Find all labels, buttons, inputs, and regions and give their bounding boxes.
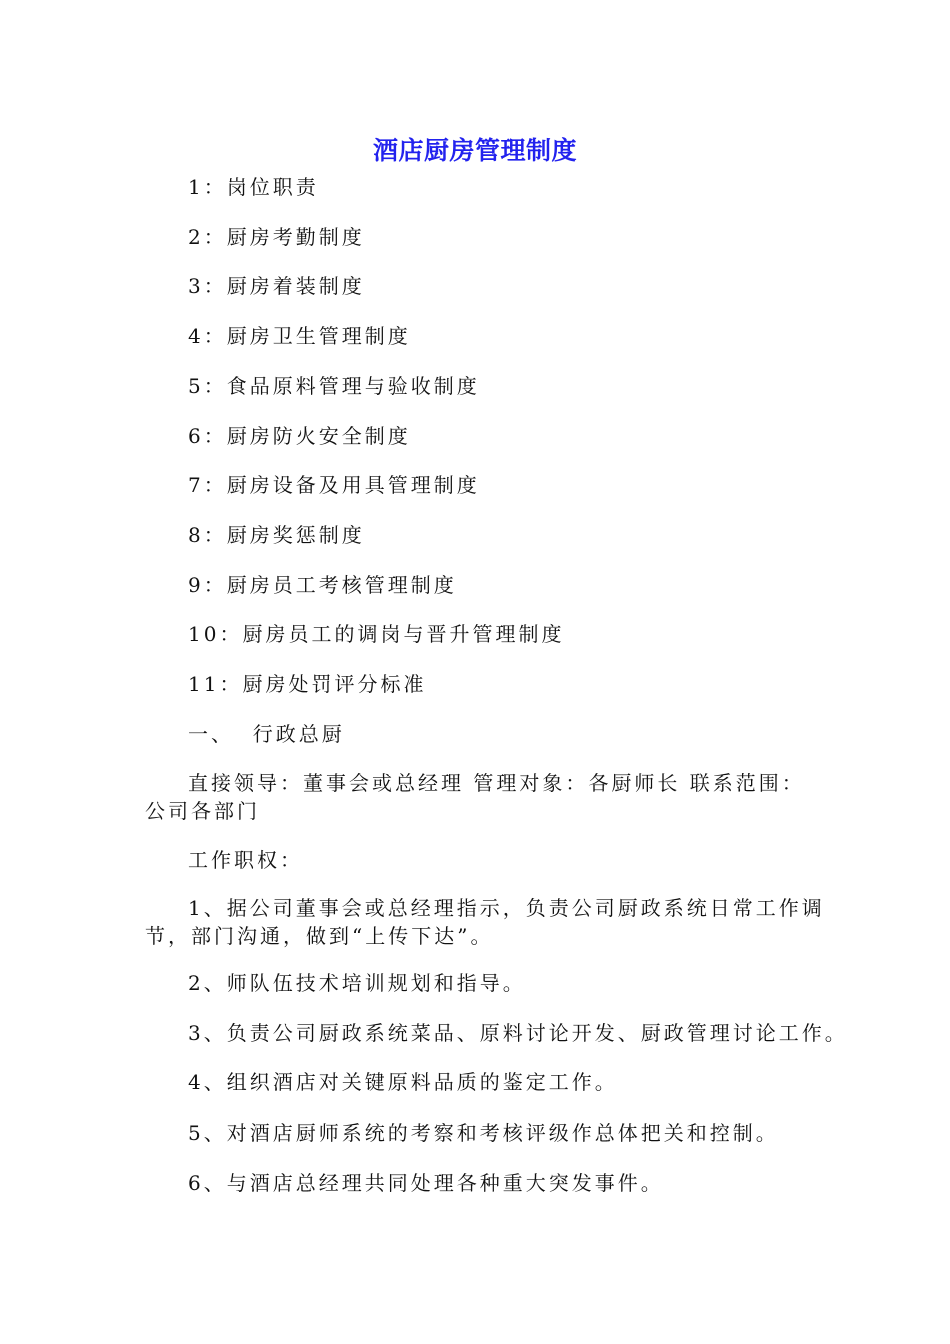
toc-item: 8：厨房奖惩制度: [188, 523, 365, 547]
duty-text: 1、据公司董事会或总经理指示，负责公司厨政系统日常工作调节，部门沟通，做到“上传下达”。: [145, 896, 825, 948]
toc-item: 2：厨房考勤制度: [188, 225, 365, 249]
duties-heading: 工作职权：: [188, 848, 303, 872]
toc-item: 5：食品原料管理与验收制度: [188, 374, 480, 398]
toc-item: 9：厨房员工考核管理制度: [188, 573, 457, 597]
toc-item: 4：厨房卫生管理制度: [188, 324, 411, 348]
duty-item: 3、负责公司厨政系统菜品、原料讨论开发、厨政管理讨论工作。: [188, 1021, 848, 1045]
leadership-text: 直接领导：董事会或总经理 管理对象：各厨师长 联系范围：公司各部门: [145, 771, 805, 823]
toc-item: 6：厨房防火安全制度: [188, 424, 411, 448]
duty-item: 5、对酒店厨师系统的考察和考核评级作总体把关和控制。: [188, 1121, 779, 1145]
duty-item: 4、组织酒店对关键原料品质的鉴定工作。: [188, 1070, 618, 1094]
section-heading: 一、 行政总厨: [188, 722, 345, 746]
toc-item: 7：厨房设备及用具管理制度: [188, 473, 480, 497]
duty-paragraph: [145, 894, 825, 950]
toc-item: 11：厨房处罚评分标准: [188, 672, 427, 696]
leadership-paragraph: [145, 769, 825, 825]
toc-item: 10：厨房员工的调岗与晋升管理制度: [188, 622, 565, 646]
document-title: 酒店厨房管理制度: [372, 136, 577, 165]
toc-item: 1：岗位职责: [188, 175, 319, 199]
duty-item: 2、师队伍技术培训规划和指导。: [188, 971, 526, 995]
toc-item: 3：厨房着装制度: [188, 274, 365, 298]
duty-item: 6、与酒店总经理共同处理各种重大突发事件。: [188, 1171, 664, 1195]
